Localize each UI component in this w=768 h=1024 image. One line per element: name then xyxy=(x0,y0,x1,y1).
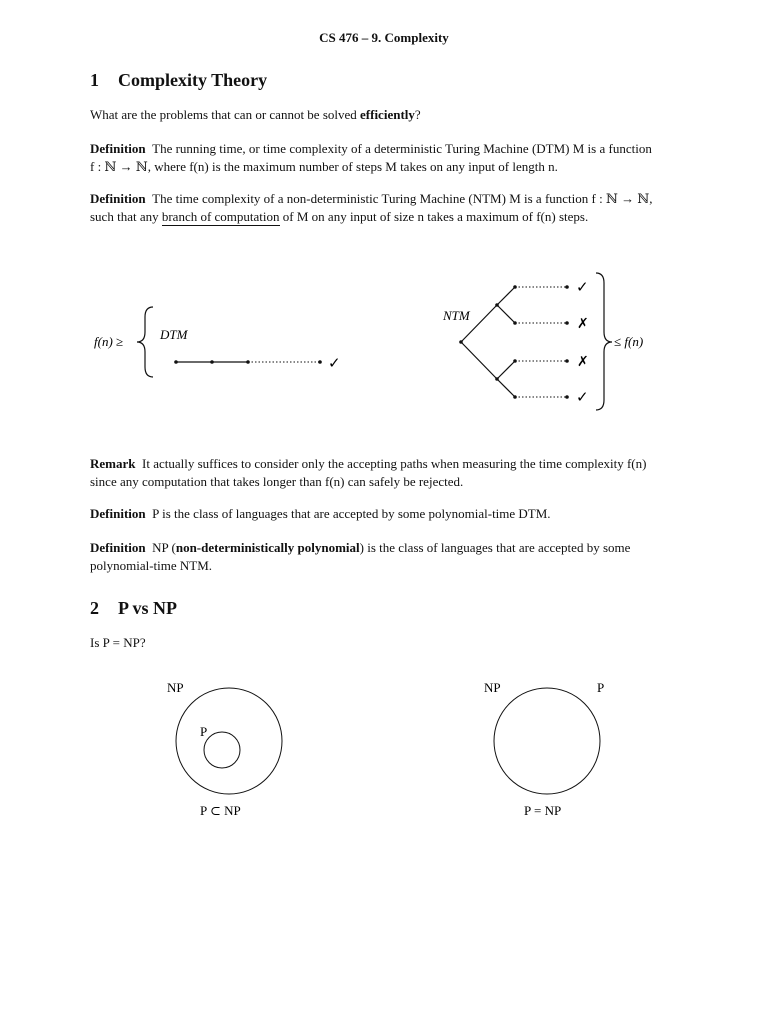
dtm-node xyxy=(318,360,322,364)
ntm-node xyxy=(513,321,517,325)
remark-label: Remark xyxy=(90,456,136,471)
definition-label: Definition xyxy=(90,141,146,156)
ntm-node xyxy=(459,340,463,344)
definition-label: Definition xyxy=(90,191,146,206)
p-np-circle xyxy=(494,688,600,794)
venn-p-equals-np xyxy=(484,680,604,818)
dtm-label: DTM xyxy=(160,327,188,342)
ntm-node xyxy=(513,285,517,289)
page-header: CS 476 – 9. Complexity xyxy=(319,30,449,45)
ntm-node xyxy=(565,321,569,325)
running-time-diagram xyxy=(0,260,768,420)
ntm-node xyxy=(565,359,569,363)
venn-inner-label: P xyxy=(200,724,208,739)
section-2-heading xyxy=(90,598,177,619)
ntm-branch xyxy=(497,361,515,379)
dtm-accept-check-icon: ✓ xyxy=(328,356,341,372)
definition-ntm: Definition The time complexity of a non-deterministic Turing Machine (NTM) M is a function f : ℕ → ℕ, such that any branch of computation of M on any input of size n takes a maximum of f(n) steps. xyxy=(90,191,653,224)
ntm-node xyxy=(495,377,499,381)
section-title: P vs NP xyxy=(118,598,178,618)
p-circle xyxy=(204,732,240,768)
section-number: 2 xyxy=(90,598,99,618)
venn-right-label: P xyxy=(597,680,605,695)
definition-np: Definition NP (non-deterministically polynomial) is the class of languages that are accepted by some polynomial-time NTM. xyxy=(90,540,631,573)
intro-paragraph: What are the problems that can or cannot be solved efficiently? xyxy=(90,107,421,122)
fn-ge-label: f(n) ≥ xyxy=(94,334,124,349)
dtm-node xyxy=(246,360,250,364)
ntm-node xyxy=(565,285,569,289)
ntm-label: NTM xyxy=(443,308,470,323)
definition-label: Definition xyxy=(90,506,146,521)
section-1-heading xyxy=(90,70,267,91)
ntm-reject-cross-icon: ✗ xyxy=(577,355,589,370)
dtm-node xyxy=(210,360,214,364)
ntm-reject-cross-icon: ✗ xyxy=(577,317,589,332)
question-text: Is P = NP? xyxy=(90,635,146,650)
dtm-node xyxy=(174,360,178,364)
ntm-accept-check-icon: ✓ xyxy=(576,280,589,296)
ntm-branch xyxy=(461,342,497,379)
ntm-node xyxy=(513,395,517,399)
ntm-branch xyxy=(497,379,515,397)
definition-label: Definition xyxy=(90,540,146,555)
definition-p: Definition P is the class of languages that are accepted by some polynomial-time DTM. xyxy=(90,506,551,521)
section-number: 1 xyxy=(90,70,99,90)
emphasis-efficiently: efficiently xyxy=(360,107,415,122)
venn-left-label: NP xyxy=(484,680,501,695)
definition-dtm: Definition The running time, or time complexity of a deterministic Turing Machine (DTM) M is a function f : ℕ → ℕ, where f(n) is the maximum number of steps M takes on any input of length n. xyxy=(90,141,652,174)
venn-p-subset-np xyxy=(167,680,282,818)
ntm-node xyxy=(495,303,499,307)
np-circle xyxy=(176,688,282,794)
venn-caption: P = NP xyxy=(524,803,562,818)
remark-paragraph: Remark It actually suffices to consider only the accepting paths when measuring the time complexity f(n) since any computation that takes longer than f(n) can safely be rejected. xyxy=(90,456,647,489)
ntm-accept-check-icon: ✓ xyxy=(576,390,589,406)
p-vs-np-diagrams xyxy=(0,670,768,830)
ntm-node xyxy=(565,395,569,399)
le-fn-label: ≤ f(n) xyxy=(614,334,644,349)
ntm-branch xyxy=(497,287,515,305)
section-title: Complexity Theory xyxy=(118,70,268,90)
right-brace xyxy=(596,273,612,410)
ntm-branch xyxy=(497,305,515,323)
venn-outer-label: NP xyxy=(167,680,184,695)
venn-caption: P ⊂ NP xyxy=(200,803,241,818)
ntm-node xyxy=(513,359,517,363)
underlined-branch-of-computation: branch of computation xyxy=(161,209,280,224)
left-brace xyxy=(137,307,153,377)
emphasis-np-expansion: non-deterministically polynomial xyxy=(175,540,360,555)
